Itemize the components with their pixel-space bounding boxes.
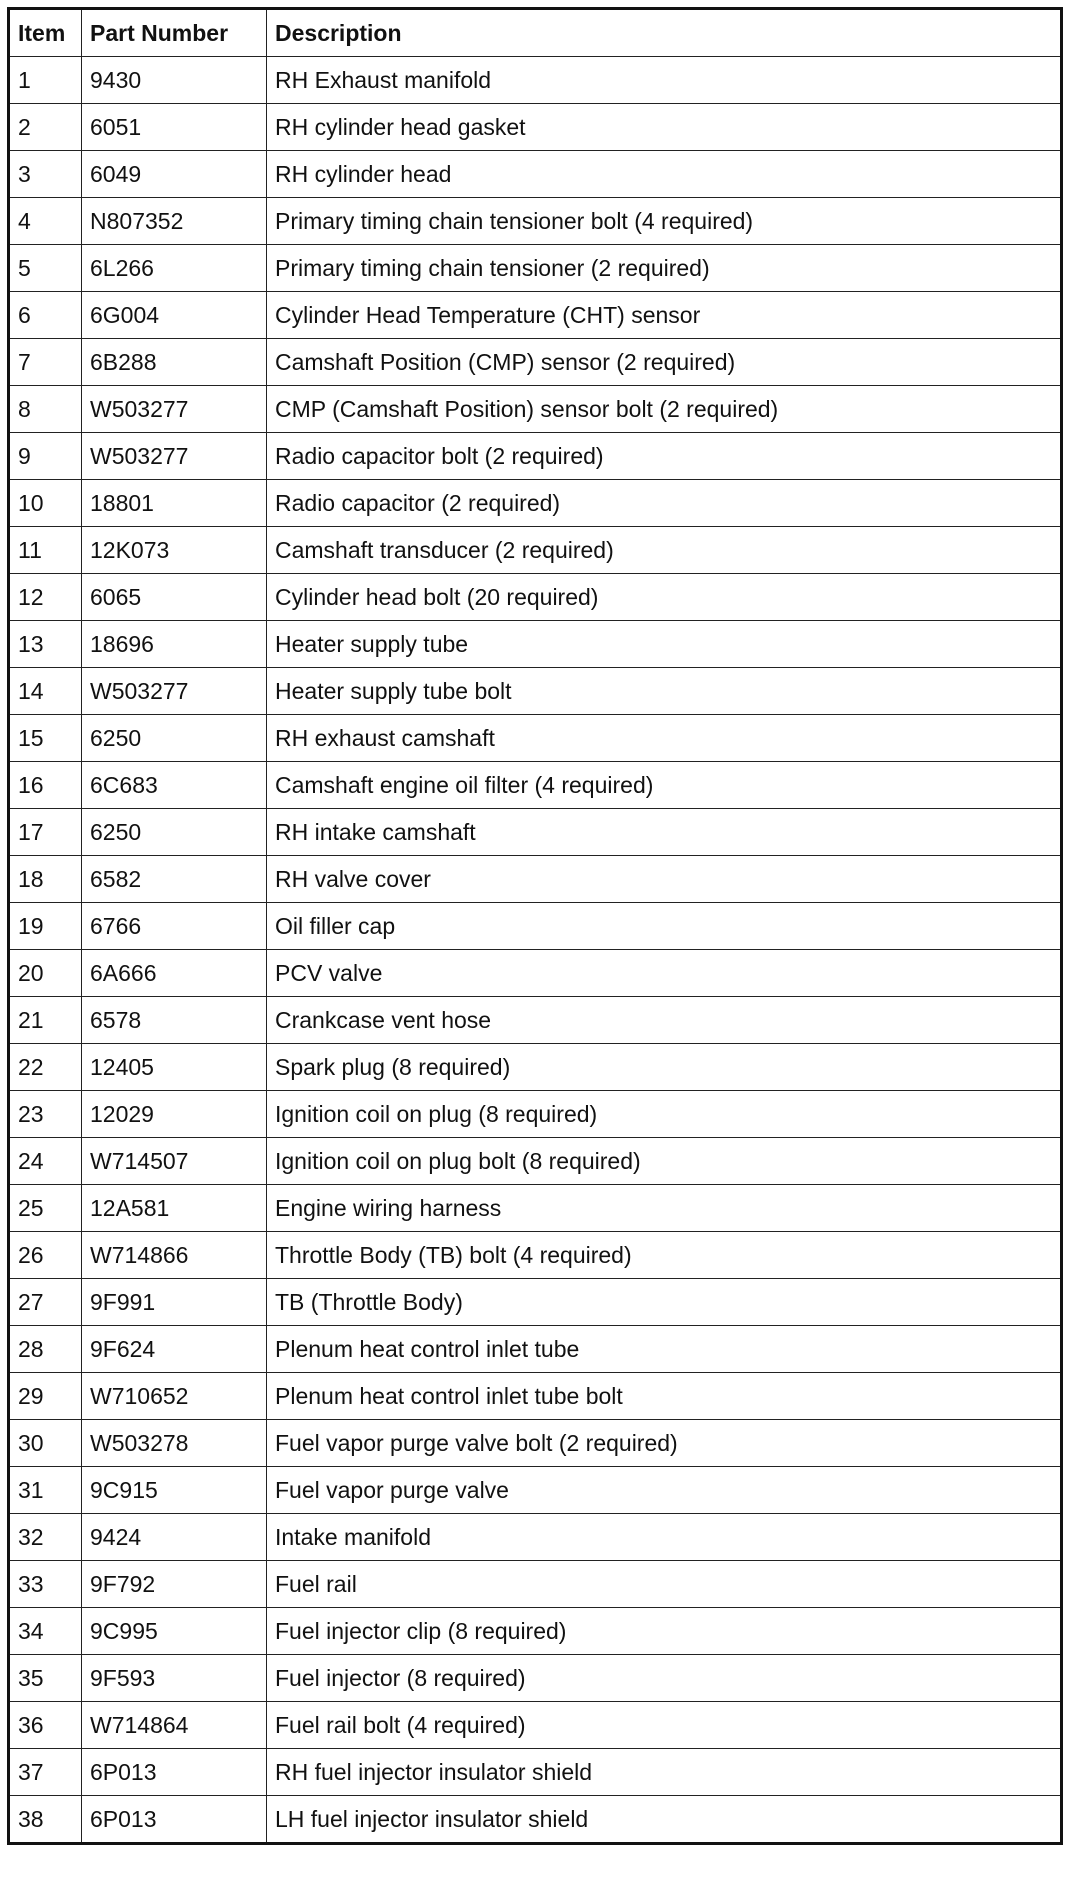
table-row xyxy=(9,57,1062,104)
part-description: Camshaft engine oil filter (4 required) xyxy=(267,762,1062,809)
part-number: 9F991 xyxy=(82,1279,267,1326)
part-number: W714866 xyxy=(82,1232,267,1279)
part-number: 9430 xyxy=(82,57,267,104)
part-number: 18801 xyxy=(82,480,267,527)
item-number: 2 xyxy=(9,104,82,151)
table-row xyxy=(9,1796,1062,1844)
item-number: 33 xyxy=(9,1561,82,1608)
table-row xyxy=(9,762,1062,809)
item-number: 3 xyxy=(9,151,82,198)
item-number: 12 xyxy=(9,574,82,621)
item-number: 1 xyxy=(9,57,82,104)
table-row xyxy=(9,1279,1062,1326)
table-row xyxy=(9,1749,1062,1796)
table-row xyxy=(9,1185,1062,1232)
item-number: 34 xyxy=(9,1608,82,1655)
part-number: 6051 xyxy=(82,104,267,151)
part-description: Primary timing chain tensioner (2 required) xyxy=(267,245,1062,292)
part-number: 6B288 xyxy=(82,339,267,386)
table-row xyxy=(9,1420,1062,1467)
part-description: TB (Throttle Body) xyxy=(267,1279,1062,1326)
table-body xyxy=(9,57,1062,1844)
part-description: Spark plug (8 required) xyxy=(267,1044,1062,1091)
part-description: RH cylinder head gasket xyxy=(267,104,1062,151)
item-number: 22 xyxy=(9,1044,82,1091)
item-number: 8 xyxy=(9,386,82,433)
table-row xyxy=(9,292,1062,339)
part-description: Throttle Body (TB) bolt (4 required) xyxy=(267,1232,1062,1279)
item-number: 14 xyxy=(9,668,82,715)
part-description: Cylinder head bolt (20 required) xyxy=(267,574,1062,621)
part-number: 6P013 xyxy=(82,1796,267,1844)
part-number: 12405 xyxy=(82,1044,267,1091)
part-number: W714864 xyxy=(82,1702,267,1749)
part-description: Ignition coil on plug bolt (8 required) xyxy=(267,1138,1062,1185)
item-number: 27 xyxy=(9,1279,82,1326)
table-row xyxy=(9,1655,1062,1702)
part-description: Oil filler cap xyxy=(267,903,1062,950)
table-row xyxy=(9,1044,1062,1091)
table-row xyxy=(9,856,1062,903)
part-number: 6049 xyxy=(82,151,267,198)
table-row xyxy=(9,245,1062,292)
part-number: 18696 xyxy=(82,621,267,668)
table-row xyxy=(9,1232,1062,1279)
item-number: 35 xyxy=(9,1655,82,1702)
part-number: 9F792 xyxy=(82,1561,267,1608)
item-number: 37 xyxy=(9,1749,82,1796)
part-number: 6582 xyxy=(82,856,267,903)
part-number: 9C995 xyxy=(82,1608,267,1655)
part-number: 12A581 xyxy=(82,1185,267,1232)
part-number: W503278 xyxy=(82,1420,267,1467)
part-description: Heater supply tube xyxy=(267,621,1062,668)
part-number: 6766 xyxy=(82,903,267,950)
table-row xyxy=(9,1514,1062,1561)
part-description: CMP (Camshaft Position) sensor bolt (2 required) xyxy=(267,386,1062,433)
item-number: 31 xyxy=(9,1467,82,1514)
item-number: 30 xyxy=(9,1420,82,1467)
table-row xyxy=(9,1373,1062,1420)
part-description: Camshaft Position (CMP) sensor (2 required) xyxy=(267,339,1062,386)
part-description: Fuel vapor purge valve bolt (2 required) xyxy=(267,1420,1062,1467)
table-row xyxy=(9,574,1062,621)
part-number: 6L266 xyxy=(82,245,267,292)
part-number: 6250 xyxy=(82,809,267,856)
item-number: 19 xyxy=(9,903,82,950)
part-description: Fuel rail bolt (4 required) xyxy=(267,1702,1062,1749)
item-number: 13 xyxy=(9,621,82,668)
table-row xyxy=(9,198,1062,245)
table-row xyxy=(9,1138,1062,1185)
part-description: PCV valve xyxy=(267,950,1062,997)
item-number: 16 xyxy=(9,762,82,809)
table-header-row xyxy=(9,9,1062,57)
part-description: Fuel vapor purge valve xyxy=(267,1467,1062,1514)
part-description: RH intake camshaft xyxy=(267,809,1062,856)
header-part-number: Part Number xyxy=(82,9,267,57)
part-number: 6G004 xyxy=(82,292,267,339)
part-description: Intake manifold xyxy=(267,1514,1062,1561)
parts-table xyxy=(7,7,1063,1845)
part-description: Heater supply tube bolt xyxy=(267,668,1062,715)
part-number: 6A666 xyxy=(82,950,267,997)
item-number: 23 xyxy=(9,1091,82,1138)
part-number: 6C683 xyxy=(82,762,267,809)
item-number: 36 xyxy=(9,1702,82,1749)
part-number: 9C915 xyxy=(82,1467,267,1514)
part-number: W503277 xyxy=(82,386,267,433)
part-number: 9424 xyxy=(82,1514,267,1561)
item-number: 9 xyxy=(9,433,82,480)
item-number: 20 xyxy=(9,950,82,997)
item-number: 21 xyxy=(9,997,82,1044)
table-row xyxy=(9,1467,1062,1514)
item-number: 28 xyxy=(9,1326,82,1373)
table-row xyxy=(9,1091,1062,1138)
item-number: 6 xyxy=(9,292,82,339)
part-description: Cylinder Head Temperature (CHT) sensor xyxy=(267,292,1062,339)
part-description: Camshaft transducer (2 required) xyxy=(267,527,1062,574)
table-row xyxy=(9,386,1062,433)
part-description: RH Exhaust manifold xyxy=(267,57,1062,104)
item-number: 17 xyxy=(9,809,82,856)
table-row xyxy=(9,151,1062,198)
part-description: LH fuel injector insulator shield xyxy=(267,1796,1062,1844)
part-number: 6065 xyxy=(82,574,267,621)
part-number: W503277 xyxy=(82,668,267,715)
part-description: Fuel injector (8 required) xyxy=(267,1655,1062,1702)
part-number: 12K073 xyxy=(82,527,267,574)
table-row xyxy=(9,1702,1062,1749)
part-description: Fuel injector clip (8 required) xyxy=(267,1608,1062,1655)
table-row xyxy=(9,621,1062,668)
part-description: Plenum heat control inlet tube bolt xyxy=(267,1373,1062,1420)
part-number: 6250 xyxy=(82,715,267,762)
table-row xyxy=(9,527,1062,574)
table-row xyxy=(9,104,1062,151)
part-number: 6578 xyxy=(82,997,267,1044)
part-description: RH valve cover xyxy=(267,856,1062,903)
part-number: 12029 xyxy=(82,1091,267,1138)
table-row xyxy=(9,715,1062,762)
part-number: 9F593 xyxy=(82,1655,267,1702)
part-description: Engine wiring harness xyxy=(267,1185,1062,1232)
table-row xyxy=(9,1561,1062,1608)
part-description: Radio capacitor bolt (2 required) xyxy=(267,433,1062,480)
header-item: Item xyxy=(9,9,82,57)
part-description: RH cylinder head xyxy=(267,151,1062,198)
item-number: 7 xyxy=(9,339,82,386)
item-number: 26 xyxy=(9,1232,82,1279)
table-row xyxy=(9,950,1062,997)
table-row xyxy=(9,997,1062,1044)
table-row xyxy=(9,903,1062,950)
table-row xyxy=(9,1326,1062,1373)
item-number: 18 xyxy=(9,856,82,903)
part-description: Plenum heat control inlet tube xyxy=(267,1326,1062,1373)
part-description: Radio capacitor (2 required) xyxy=(267,480,1062,527)
table-row xyxy=(9,339,1062,386)
item-number: 10 xyxy=(9,480,82,527)
table-row xyxy=(9,668,1062,715)
part-number: W714507 xyxy=(82,1138,267,1185)
table-row xyxy=(9,433,1062,480)
item-number: 25 xyxy=(9,1185,82,1232)
part-number: W710652 xyxy=(82,1373,267,1420)
item-number: 29 xyxy=(9,1373,82,1420)
table-row xyxy=(9,480,1062,527)
item-number: 24 xyxy=(9,1138,82,1185)
item-number: 15 xyxy=(9,715,82,762)
item-number: 4 xyxy=(9,198,82,245)
part-number: 6P013 xyxy=(82,1749,267,1796)
item-number: 32 xyxy=(9,1514,82,1561)
part-number: W503277 xyxy=(82,433,267,480)
item-number: 11 xyxy=(9,527,82,574)
part-description: Fuel rail xyxy=(267,1561,1062,1608)
part-number: 9F624 xyxy=(82,1326,267,1373)
part-description: Primary timing chain tensioner bolt (4 required) xyxy=(267,198,1062,245)
part-description: RH exhaust camshaft xyxy=(267,715,1062,762)
part-description: Ignition coil on plug (8 required) xyxy=(267,1091,1062,1138)
item-number: 38 xyxy=(9,1796,82,1844)
part-description: RH fuel injector insulator shield xyxy=(267,1749,1062,1796)
header-description: Description xyxy=(267,9,1062,57)
part-number: N807352 xyxy=(82,198,267,245)
table-row xyxy=(9,809,1062,856)
item-number: 5 xyxy=(9,245,82,292)
part-description: Crankcase vent hose xyxy=(267,997,1062,1044)
table-row xyxy=(9,1608,1062,1655)
